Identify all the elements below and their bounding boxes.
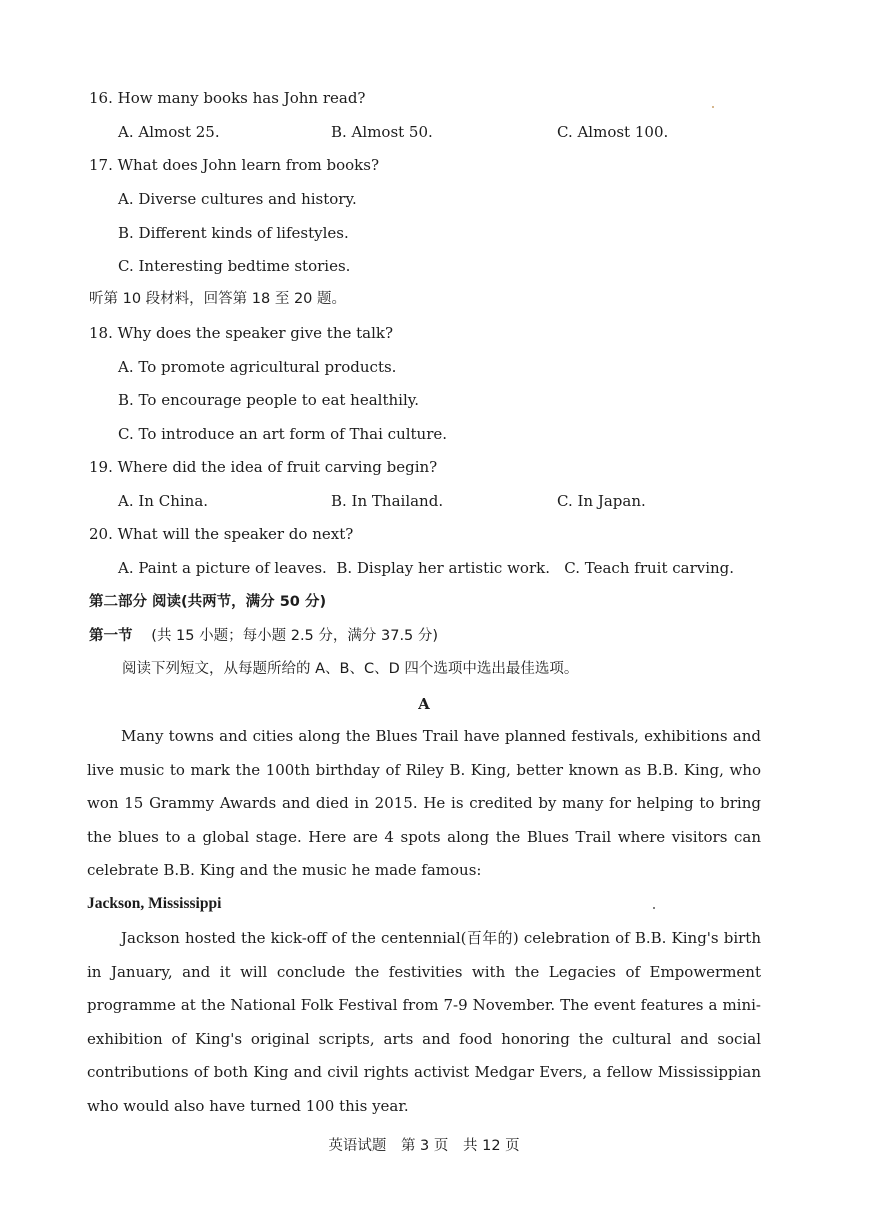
question-19-option-c: C. In Japan. xyxy=(557,492,646,510)
section-info: (共 15 小题；每小题 2.5 分，满分 37.5 分) xyxy=(151,628,439,644)
question-17-option-c: C. Interesting bedtime stories. xyxy=(118,257,351,275)
question-18-option-b: B. To encourage people to eat healthily. xyxy=(118,391,419,409)
listening-instruction-10: 听第 10 段材料，回答第 18 至 20 题。 xyxy=(89,291,347,307)
reading-part-title: 第二部分 阅读(共两节，满分 50 分) xyxy=(89,594,327,610)
question-17-stem: 17. What does John learn from books? xyxy=(89,156,380,174)
footer-subject: 英语试题 xyxy=(328,1138,387,1154)
question-16-stem: 16. How many books has John read? xyxy=(89,89,366,107)
passage-paragraph-2: Jackson hosted the kick-off of the centennial(百年的) celebration of B.B. King's birth in January, and it will conclude the festivities with the Legacies of Empowerment programme at the National Folk Festival from 7-9 November. The event features a mini-exhibition of King's original scripts, arts and food honoring the cultural and social contributions of both King and civil rights activist Medgar Evers, a fellow Mississippian who would also have turned 100 this year. xyxy=(87,929,761,1115)
question-16-option-a: A. Almost 25. xyxy=(118,123,220,141)
page-footer xyxy=(0,1134,848,1155)
scan-speck xyxy=(653,907,655,909)
section-label: 第一节 xyxy=(89,628,133,644)
passage-subheading: Jackson, Mississippi xyxy=(87,895,222,912)
passage-label: A xyxy=(418,695,430,713)
question-16-option-b: B. Almost 50. xyxy=(331,123,433,141)
question-19-option-b: B. In Thailand. xyxy=(331,492,444,510)
scan-speck xyxy=(712,106,714,108)
question-18-stem: 18. Why does the speaker give the talk? xyxy=(89,324,394,342)
question-19-option-a: A. In China. xyxy=(118,492,209,510)
footer-page-number: 第 3 页 xyxy=(400,1138,449,1154)
passage-paragraph-1: Many towns and cities along the Blues Trail have planned festivals, exhibitions and live music to mark the 100th birthday of Riley B. King, better known as B.B. King, who won 15 Grammy Awards and died in 2015. He is credited by many for helping to bring the blues to a global stage. Here are 4 spots along the Blues Trail where visitors can celebrate B.B. King and the music he made famous: xyxy=(87,727,761,880)
reading-section-header xyxy=(89,628,438,644)
reading-instruction: 阅读下列短文，从每题所给的 A、B、C、D 四个选项中选出最佳选项。 xyxy=(122,661,579,677)
question-18-option-a: A. To promote agricultural products. xyxy=(118,358,397,376)
footer-total-pages: 共 12 页 xyxy=(463,1138,520,1154)
question-18-option-c: C. To introduce an art form of Thai culture. xyxy=(118,425,448,443)
question-16-option-c: C. Almost 100. xyxy=(557,123,669,141)
question-17-option-b: B. Different kinds of lifestyles. xyxy=(118,224,349,242)
question-19-stem: 19. Where did the idea of fruit carving begin? xyxy=(89,458,438,476)
question-20-options: A. Paint a picture of leaves. B. Display her artistic work. C. Teach fruit carving. xyxy=(118,559,735,577)
question-17-option-a: A. Diverse cultures and history. xyxy=(118,190,357,208)
question-20-stem: 20. What will the speaker do next? xyxy=(89,525,354,543)
